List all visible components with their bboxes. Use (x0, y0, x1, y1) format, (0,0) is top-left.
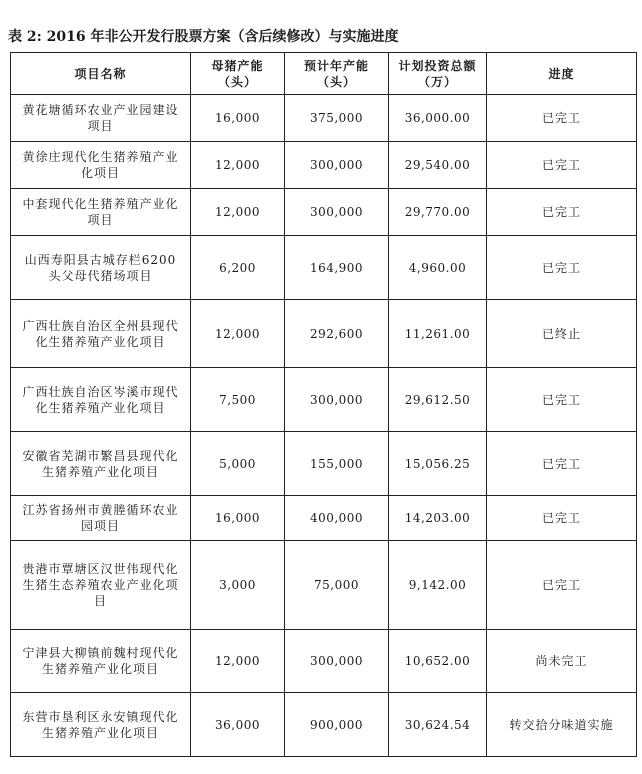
annual-output: 300,000 (285, 142, 389, 189)
investment: 30,624.54 (389, 693, 487, 757)
investment: 29,770.00 (389, 189, 487, 236)
sow-capacity: 5,000 (191, 432, 285, 496)
annual-output: 164,900 (285, 236, 389, 300)
progress-status: 已完工 (487, 541, 637, 630)
annual-output: 400,000 (285, 496, 389, 541)
investment: 14,203.00 (389, 496, 487, 541)
investment: 15,056.25 (389, 432, 487, 496)
investment: 29,612.50 (389, 368, 487, 432)
project-name: 山西寿阳县古城存栏6200 头父母代猪场项目 (11, 236, 191, 300)
annual-output: 292,600 (285, 300, 389, 368)
project-table (10, 52, 637, 757)
annual-output: 375,000 (285, 95, 389, 142)
table-row (11, 142, 637, 189)
annual-output: 300,000 (285, 189, 389, 236)
header-annual-output: 预计年产能（头） (285, 53, 389, 95)
header-progress: 进度 (487, 53, 637, 95)
table-caption: 表 2: 2016 年非公开发行股票方案（含后续修改）与实施进度 (8, 29, 399, 45)
progress-status: 已完工 (487, 236, 637, 300)
table-row (11, 693, 637, 757)
investment: 29,540.00 (389, 142, 487, 189)
progress-status: 转交拾分味道实施 (487, 693, 637, 757)
sow-capacity: 12,000 (191, 630, 285, 693)
sow-capacity: 36,000 (191, 693, 285, 757)
project-name: 广西壮族自治区岑溪市现代化生猪养殖产业化项目 (11, 368, 191, 432)
progress-status: 尚未完工 (487, 630, 637, 693)
progress-status: 已完工 (487, 189, 637, 236)
sow-capacity: 6,200 (191, 236, 285, 300)
annual-output: 155,000 (285, 432, 389, 496)
investment: 36,000.00 (389, 95, 487, 142)
project-name: 中套现代化生猪养殖产业化项目 (11, 189, 191, 236)
sow-capacity: 12,000 (191, 189, 285, 236)
annual-output: 300,000 (285, 368, 389, 432)
sow-capacity: 12,000 (191, 300, 285, 368)
table-row (11, 368, 637, 432)
table-row (11, 236, 637, 300)
sow-capacity: 16,000 (191, 95, 285, 142)
project-name: 黄花塘循环农业产业园建设项目 (11, 95, 191, 142)
project-name: 安徽省芜湖市繁昌县现代化生猪养殖产业化项目 (11, 432, 191, 496)
progress-status: 已完工 (487, 142, 637, 189)
table-row (11, 432, 637, 496)
progress-status: 已完工 (487, 368, 637, 432)
header-investment: 计划投资总额（万） (389, 53, 487, 95)
sow-capacity: 12,000 (191, 142, 285, 189)
progress-status: 已完工 (487, 95, 637, 142)
investment: 11,261.00 (389, 300, 487, 368)
annual-output: 900,000 (285, 693, 389, 757)
investment: 9,142.00 (389, 541, 487, 630)
project-name: 宁津县大柳镇前魏村现代化生猪养殖产业化项目 (11, 630, 191, 693)
annual-output: 75,000 (285, 541, 389, 630)
sow-capacity: 3,000 (191, 541, 285, 630)
table-row (11, 630, 637, 693)
table-row (11, 95, 637, 142)
investment: 10,652.00 (389, 630, 487, 693)
header-project-name: 项目名称 (11, 53, 191, 95)
table-row (11, 300, 637, 368)
table-row (11, 496, 637, 541)
progress-status: 已完工 (487, 496, 637, 541)
table-row (11, 189, 637, 236)
project-name: 东营市垦利区永安镇现代化生猪养殖产业化项目 (11, 693, 191, 757)
progress-status: 已完工 (487, 432, 637, 496)
annual-output: 300,000 (285, 630, 389, 693)
sow-capacity: 16,000 (191, 496, 285, 541)
project-name: 黄徐庄现代化生猪养殖产业化项目 (11, 142, 191, 189)
investment: 4,960.00 (389, 236, 487, 300)
table-row (11, 541, 637, 630)
project-name: 广西壮族自治区全州县现代化生猪养殖产业化项目 (11, 300, 191, 368)
header-row (11, 53, 637, 95)
header-sow-capacity: 母猪产能（头） (191, 53, 285, 95)
progress-status: 已终止 (487, 300, 637, 368)
project-name: 江苏省扬州市黄塍循环农业园项目 (11, 496, 191, 541)
sow-capacity: 7,500 (191, 368, 285, 432)
project-name: 贵港市覃塘区汉世伟现代化生猪生态养殖农业产业化项目 (11, 541, 191, 630)
